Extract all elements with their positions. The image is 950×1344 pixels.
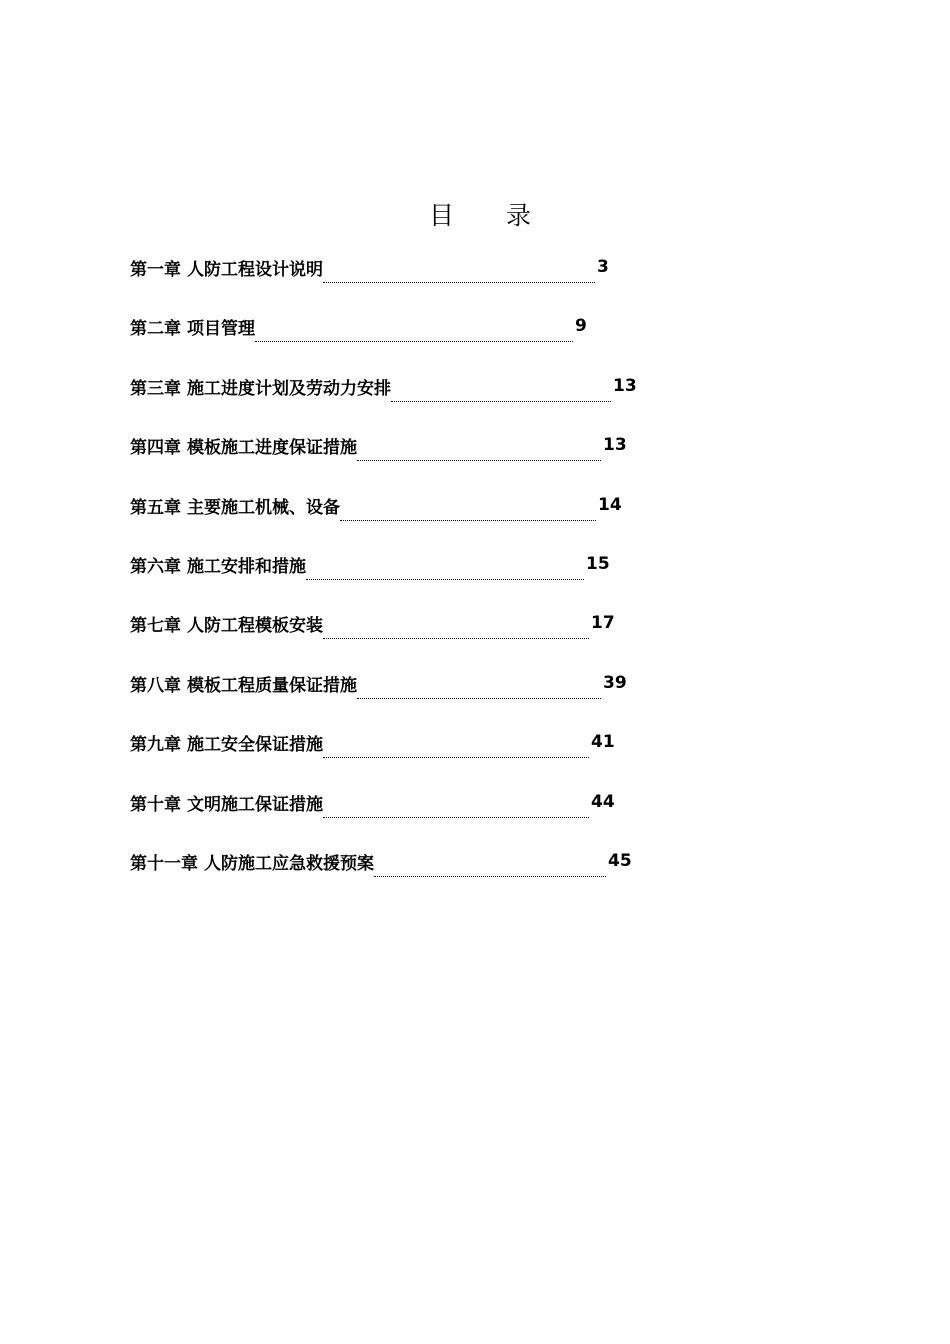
dot-leader xyxy=(255,341,573,342)
toc-entry-label xyxy=(130,612,323,640)
dot-leader xyxy=(391,401,611,402)
toc-chapter-number: 第五章 xyxy=(130,497,181,518)
toc-page-number: 45 xyxy=(608,850,632,871)
toc-chapter-number: 第二章 xyxy=(130,319,181,340)
toc-page-number: 15 xyxy=(586,553,610,574)
toc-entry-label xyxy=(130,672,357,700)
toc-entry[interactable] xyxy=(130,791,830,850)
page-title xyxy=(0,196,950,232)
toc-chapter-title: 人防施工应急救援预案 xyxy=(204,853,374,874)
toc-chapter-title: 文明施工保证措施 xyxy=(187,794,323,815)
toc-entry-label xyxy=(130,375,391,403)
toc-chapter-number: 第九章 xyxy=(130,735,181,756)
toc-entry-label xyxy=(130,850,374,878)
dot-leader xyxy=(323,817,589,818)
toc-chapter-number: 第一章 xyxy=(130,260,181,280)
toc-chapter-title: 施工安全保证措施 xyxy=(187,735,323,756)
toc-entry[interactable] xyxy=(130,672,830,731)
toc-entry-label xyxy=(130,434,357,462)
toc-entry-label xyxy=(130,553,306,581)
toc-page-number: 13 xyxy=(603,435,627,456)
toc-chapter-title: 人防工程设计说明 xyxy=(187,260,323,280)
toc-entry-label xyxy=(130,256,323,284)
toc-chapter-title: 模板施工进度保证措施 xyxy=(187,438,357,459)
toc-page-number: 3 xyxy=(597,257,609,277)
toc-entry-label xyxy=(130,791,323,819)
toc-chapter-number: 第六章 xyxy=(130,556,181,577)
toc-chapter-title: 人防工程模板安装 xyxy=(187,616,323,637)
toc-entry[interactable] xyxy=(130,256,830,315)
toc-chapter-title: 模板工程质量保证措施 xyxy=(187,675,357,696)
toc-chapter-title: 主要施工机械、设备 xyxy=(187,497,340,518)
toc-entry[interactable] xyxy=(130,494,830,553)
toc-page-number: 13 xyxy=(613,375,637,396)
toc-entry[interactable] xyxy=(130,375,830,434)
toc-page-number: 44 xyxy=(591,791,615,812)
toc-chapter-title: 项目管理 xyxy=(187,319,255,340)
toc-chapter-number: 第十一章 xyxy=(130,853,198,874)
toc-chapter-number: 第八章 xyxy=(130,675,181,696)
title-char-2: 录 xyxy=(506,201,532,230)
toc-chapter-number: 第七章 xyxy=(130,616,181,637)
toc-entry[interactable] xyxy=(130,850,830,909)
dot-leader xyxy=(323,757,589,758)
toc-page-number: 14 xyxy=(598,494,622,515)
dot-leader xyxy=(323,638,589,639)
toc-page-number: 39 xyxy=(603,672,627,693)
toc-entry-label xyxy=(130,731,323,759)
toc-chapter-number: 第四章 xyxy=(130,438,181,459)
toc-chapter-title: 施工进度计划及劳动力安排 xyxy=(187,378,391,399)
toc-page-number: 9 xyxy=(575,316,587,337)
toc-entry[interactable] xyxy=(130,612,830,671)
toc-page-number: 41 xyxy=(591,732,615,753)
toc-entry[interactable] xyxy=(130,553,830,612)
toc-page-number: 17 xyxy=(591,613,615,634)
dot-leader xyxy=(323,282,595,283)
toc-entry-label xyxy=(130,494,340,522)
dot-leader xyxy=(340,520,596,521)
title-char-1: 目 xyxy=(428,201,454,230)
dot-leader xyxy=(357,460,601,461)
toc-chapter-title: 施工安排和措施 xyxy=(187,556,306,577)
toc-entry[interactable] xyxy=(130,315,830,374)
toc-chapter-number: 第三章 xyxy=(130,378,181,399)
table-of-contents xyxy=(130,256,830,909)
dot-leader xyxy=(306,579,584,580)
toc-chapter-number: 第十章 xyxy=(130,794,181,815)
dot-leader xyxy=(357,698,601,699)
toc-entry[interactable] xyxy=(130,731,830,790)
toc-entry-label xyxy=(130,315,255,343)
dot-leader xyxy=(374,876,606,877)
toc-entry[interactable] xyxy=(130,434,830,493)
